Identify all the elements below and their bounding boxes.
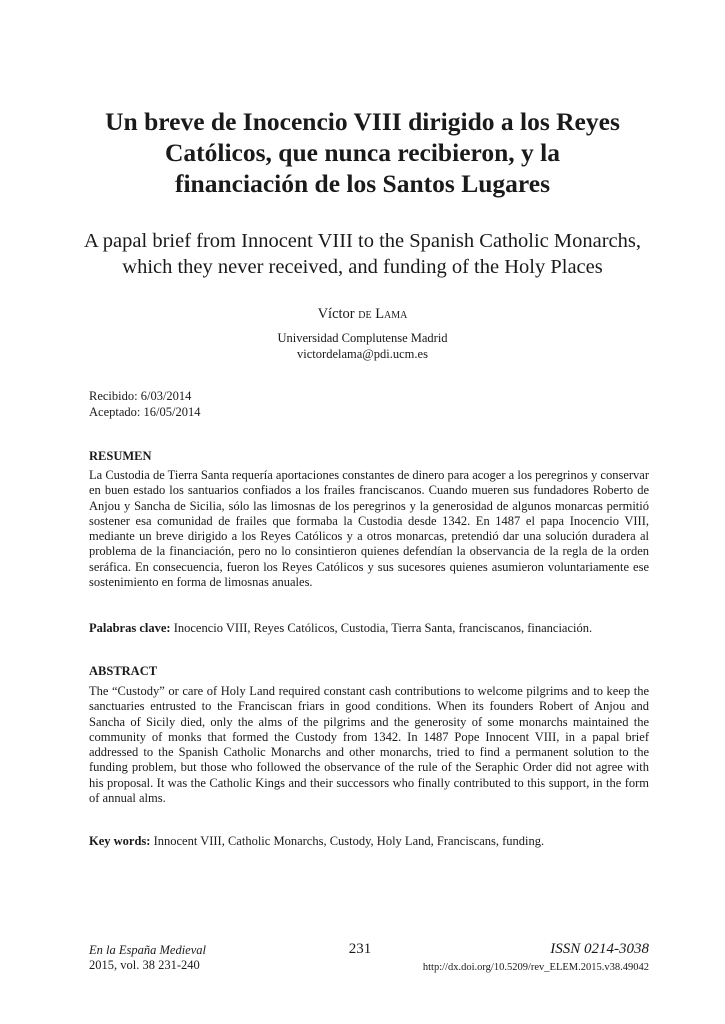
journal-name: En la España Medieval (89, 943, 206, 957)
received-date: Recibido: 6/03/2014 (89, 389, 192, 403)
title-line: Un breve de Inocencio VIII dirigido a los Reyes (105, 107, 620, 136)
journal-citation (89, 943, 206, 973)
abstract-heading: ABSTRACT (89, 664, 158, 678)
author-last-name: de Lama (358, 306, 408, 322)
author-first-name: Víctor (317, 306, 355, 322)
doi-link[interactable]: http://dx.doi.org/10.5209/rev_ELEM.2015.v38.49042 (422, 962, 649, 973)
subtitle-line: which they never received, and funding of the Holy Places (122, 256, 603, 278)
subtitle-line: A papal brief from Innocent VIII to the Spanish Catholic Monarchs, (84, 230, 641, 252)
resumen-heading: RESUMEN (89, 449, 152, 463)
issn-doi-block (423, 941, 649, 973)
palabras-clave-text: Inocencio VIII, Reyes Católicos, Custodia, Tierra Santa, franciscanos, financiación. (173, 621, 593, 635)
author-affiliation-block (40, 330, 685, 362)
resumen-text: La Custodia de Tierra Santa requería aportaciones constantes de dinero para acoger a los peregrinos y conservar en buen estado los santuarios confiados a los frailes franciscanos. Cuando mueren sus fundadores Roberto de Anjou y Sancha de Sicilia, sólo las limosnas de los peregrinos y la generosidad de algunos monarcas permitió sostener esa comunidad de frailes que formaba la Custodia desde 1342. En 1487 el papa Inocencio VIII, mediante un breve dirigido a los Reyes Católicos y a otros monarcas, pretendió dar una solución duradera al problema de la financiación, pero no lo consintieron quienes defendían la observancia de la regla de la orden seráfica. En consecuencia, fueron los Reyes Católicos y sus sucesores quienes asumieron voluntariamente ese sostenimiento en forma de limosnas anuales. (89, 468, 649, 590)
title-line: financiación de los Santos Lugares (174, 169, 550, 198)
accepted-date: Aceptado: 16/05/2014 (89, 404, 201, 419)
key-words-text: Innocent VIII, Catholic Monarchs, Custody, Holy Land, Franciscans, funding. (153, 834, 545, 848)
key-words-label: Key words: (89, 834, 151, 848)
author-affiliation: Universidad Complutense Madrid (277, 331, 448, 345)
author-email[interactable]: victordelama@pdi.ucm.es (297, 347, 428, 361)
palabras-clave-label: Palabras clave: (89, 621, 171, 635)
page-number: 231 (348, 941, 372, 957)
key-words (89, 834, 649, 849)
article-subtitle-english (40, 228, 685, 280)
palabras-clave (89, 621, 649, 636)
author-name (40, 306, 685, 323)
submission-dates (89, 389, 200, 420)
journal-volume: 2015, vol. 38 231-240 (89, 958, 200, 972)
issn: ISSN 0214-3038 (550, 941, 649, 957)
title-line: Católicos, que nunca recibieron, y la (164, 138, 561, 167)
article-title (60, 106, 665, 199)
abstract-text: The “Custody” or care of Holy Land required constant cash contributions to welcome pilgrims and to keep the sanctuaries entrusted to the Franciscan friars in good conditions. When its founders Robert of Anjou and Sancha of Sicily died, only the alms of the pilgrims and the generosity of some monarchs maintained the community of monks that formed the Custody from 1342. In 1487 Pope Innocent VIII, in a papal brief addressed to the Spanish Catholic Monarchs and other monarchs, tried to find a permanent solution to the funding problem, but those who followed the observance of the rule of the Seraphic Order did not agree with his proposal. It was the Catholic Kings and their successors who finally contributed to this support, in the form of annual alms. (89, 684, 649, 806)
